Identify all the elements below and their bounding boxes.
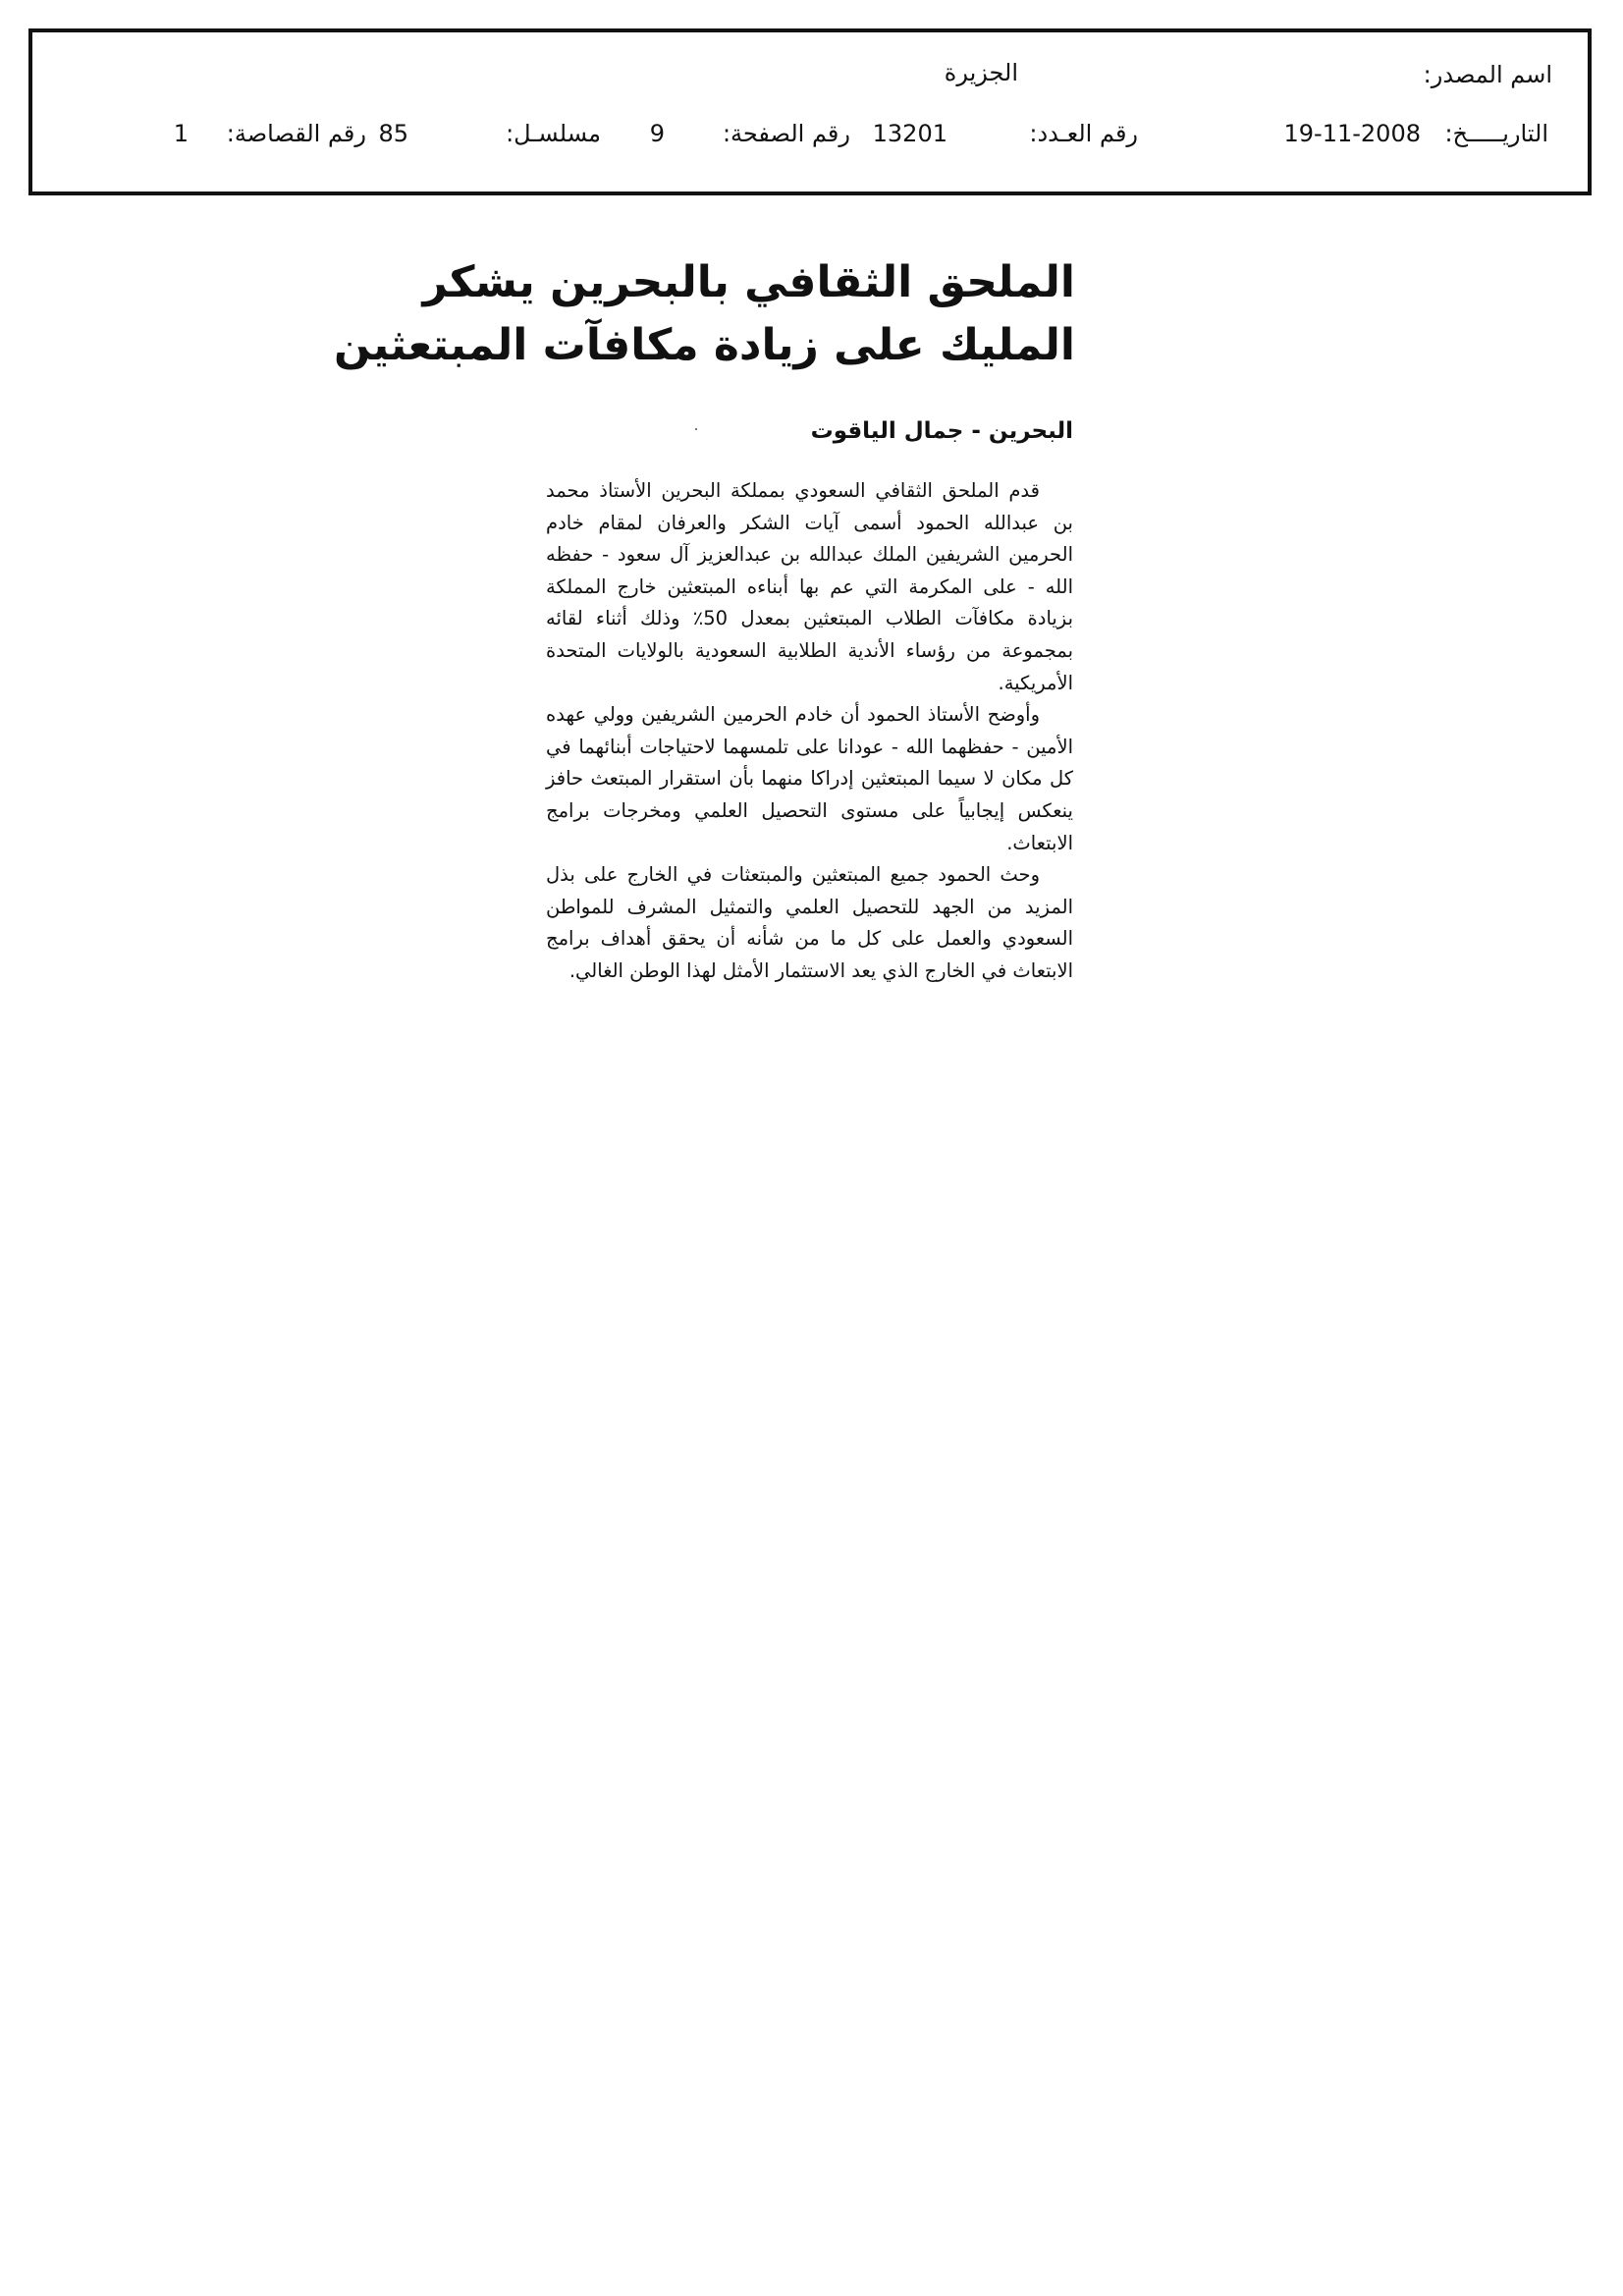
serial-value: 85	[378, 120, 408, 147]
serial-label: مسلسـل:	[506, 120, 601, 147]
source-value: الجزيرة	[944, 59, 1018, 86]
issue-value: 13201	[872, 120, 947, 147]
headline-line-2: المليك على زيادة مكافآت المبتعثين	[333, 320, 1075, 370]
source-label: اسم المصدر:	[1423, 61, 1552, 88]
paragraph-1: قدم الملحق الثقافي السعودي بمملكة البحرين الأستاذ محمد بن عبدالله الحمود أسمى آيات الشكر والعرفان لمقام خادم الحرمين الشريفين الملك عبدالله بن عبدالعزيز آل سعود - حفظه الله - على المكرمة التي عم بها أبناءه المبتعثين خارج المملكة بزيادة مكافآت الطلاب المبتعثين بمعدل 50٪ وذلك أثناء لقائه بمجموعة من رؤساء الأندية الطلابية السعودية بالولايات المتحدة الأمريكية.	[546, 479, 1073, 694]
issue-label: رقم العـدد:	[1029, 120, 1138, 147]
date-label: التاريـــــخ:	[1444, 120, 1548, 147]
article-headline	[333, 251, 1075, 377]
clip-value: 1	[173, 120, 189, 147]
page-label: رقم الصفحة:	[722, 120, 850, 147]
page-value: 9	[649, 120, 665, 147]
clip-label: رقم القصاصة:	[226, 120, 366, 147]
article-byline: البحرين - جمال الياقوت	[810, 418, 1073, 444]
article-body	[546, 475, 1073, 988]
paragraph-2: وأوضح الأستاذ الحمود أن خادم الحرمين الشريفين وولي عهده الأمين - حفظهما الله - عودانا على تلمسهما لاحتياجات أبنائهما في كل مكان لا سيما المبتعثين إدراكا منهما بأن استقرار المبتعث حافز ينعكس إيجابياً على مستوى التحصيل العلمي ومخرجات برامج الابتعاث.	[546, 703, 1073, 854]
paragraph-3: وحث الحمود جميع المبتعثين والمبتعثات في الخارج على بذل المزيد من الجهد للتحصيل العلمي والتمثيل المشرف للمواطن السعودي والعمل على كل ما من شأنه أن يحقق أهداف برامج الابتعاث في الخارج الذي يعد الاستثمار الأمثل لهذا الوطن الغالي.	[546, 863, 1073, 982]
clipping-header-box	[28, 28, 1592, 195]
date-value: 19-11-2008	[1283, 120, 1421, 147]
headline-line-1: الملحق الثقافي بالبحرين يشكر	[422, 257, 1075, 307]
